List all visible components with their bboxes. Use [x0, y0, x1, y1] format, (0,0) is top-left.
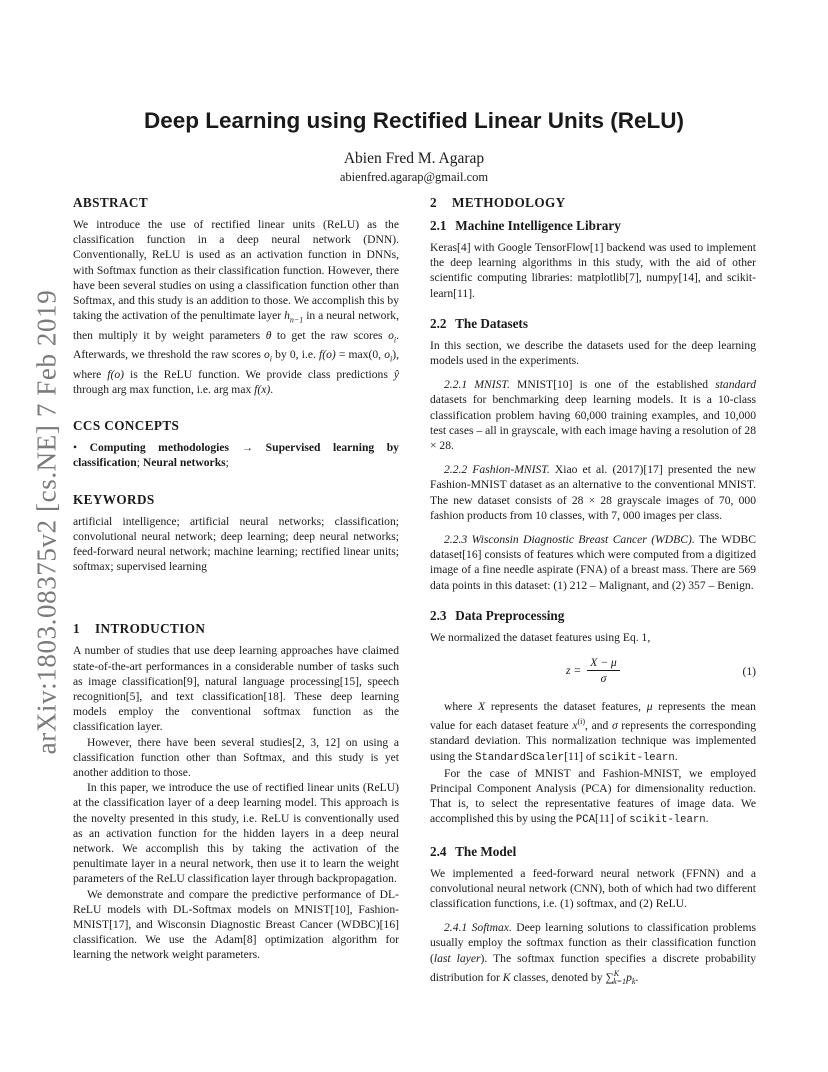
- softmax-paragraph: 2.4.1 Softmax. Deep learning solutions to classification problems usually employ the softmax function as their classification function (last layer). The softmax function specifies a discrete probability distribution for K classes, denoted by $\sum^K_{k=1}p_k$.: [430, 921, 756, 986]
- keywords-heading: KEYWORDS: [73, 491, 155, 507]
- mnist-paragraph: 2.2.1 MNIST. MNIST[10] is one of the established standard datasets for benchmarking deep learning models. It is a 10-class classification problem having 60,000 training examples, and 10,000 test cases – all in grayscale, with each image having a resolution of 28 × 28.: [430, 378, 756, 453]
- ccs-text: • Computing methodologies → Supervised learning by classification; Neural networks;: [73, 441, 399, 470]
- equation-denominator: σ: [600, 672, 607, 686]
- intro-paragraph-1: A number of studies that use deep learning approaches have claimed state-of-the-art performances in a considerable number of tasks such as image classification[9], natural language processing[15], speech recognition[5], and text classification[18]. These deep learning models employ the conventional softmax function as the classification layer.: [73, 644, 399, 734]
- section-2-1-text: Keras[4] with Google TensorFlow[1] backend was used to implement the deep learning algorithms in this study, with the aid of other scientific computing libraries: matplotlib[7], numpy[14], and scikit-learn[11].: [430, 241, 756, 300]
- pca-paragraph: For the case of MNIST and Fashion-MNIST, we employed Principal Component Analysis (PCA) for dimensionality reduction. That is, to select the representative features of image data. We accomplished this by using the PCA[11] of scikit-learn.: [430, 766, 756, 827]
- fashion-mnist-paragraph: 2.2.2 Fashion-MNIST. Xiao et al. (2017)[17] presented the new Fashion-MNIST dataset as an alternative to the conventional MNIST. The new dataset consists of 28 × 28 grayscale images of 70, 000 fashion products from 10 classes, with 7, 000 images per class.: [430, 463, 756, 522]
- intro-paragraph-2: However, there have been several studies[2, 3, 12] on using a classification function other than Softmax, and this study is yet another addition to those.: [73, 735, 399, 780]
- methodology-heading: 2 METHODOLOGY: [430, 195, 566, 210]
- abstract-heading: ABSTRACT: [73, 195, 149, 210]
- section-2-3-intro: We normalized the dataset features using Eq. 1,: [430, 630, 651, 644]
- arxiv-stamp-text: arXiv:1803.08375v2 [cs.NE] 7 Feb 2019: [31, 289, 62, 755]
- arxiv-stamp: [24, 289, 70, 755]
- right-column: [430, 194, 756, 989]
- section-2-1-heading: 2.1 Machine Intelligence Library: [430, 218, 621, 233]
- intro-paragraph-3: In this paper, we introduce the use of rectified linear units (ReLU) at the classification layer of a deep learning model. This approach is the novelty presented in this study, i.e. ReLU is conventionally used as an activation function for the hidden layers in a deep neural network. We accomplish this by taking the activation of the penultimate layer in a neural network, then use it to learn the weight parameters of the ReLU classification layer through backpropagation.: [73, 781, 399, 886]
- left-column: [73, 194, 399, 963]
- intro-paragraph-4: We demonstrate and compare the predictive performance of DL-ReLU models with DL-Softmax models on MNIST[10], Fashion-MNIST[17], and Wisconsin Diagnostic Breast Cancer (WDBC)[16] classification. We use the Adam[8] optimization algorithm for learning the network weight parameters.: [73, 887, 399, 962]
- ccs-heading: CCS CONCEPTS: [73, 418, 180, 434]
- keywords-text: artificial intelligence; artificial neural networks; classification; convolutional neural network; deep learning; deep neural networks; feed-forward neural network; machine learning; rectified linear units; softmax; supervised learning: [73, 514, 399, 574]
- equation-lhs: z =: [566, 664, 582, 678]
- paper-title: Deep Learning using Rectified Linear Units (ReLU): [143, 108, 685, 133]
- introduction-heading: 1 INTRODUCTION: [73, 621, 206, 637]
- author-name: Abien Fred M. Agarap: [343, 150, 485, 167]
- equation-number: (1): [742, 665, 756, 679]
- equation-numerator: X − μ: [587, 655, 620, 671]
- equation-1: [430, 653, 756, 693]
- normalization-paragraph: where X represents the dataset features, μ represents the mean value for each dataset feature $x^{(i)}$, and σ represents the corresponding standard deviation. This normalization technique was implemented using the StandardScaler[11] of scikit-learn.: [430, 700, 757, 764]
- wdbc-paragraph: 2.2.3 Wisconsin Diagnostic Breast Cancer (WDBC). The WDBC dataset[16] consists of features which were computed from a digitized image of a fine needle aspirate (FNA) of a breast mass. There are 569 data points in this dataset: (1) 212 – Malignant, and (2) 357 – Benign.: [430, 533, 757, 592]
- section-2-4-heading: 2.4 The Model: [430, 843, 517, 859]
- section-2-2-heading: 2.2 The Datasets: [430, 315, 528, 331]
- section-2-3-heading: 2.3 Data Preprocessing: [430, 607, 565, 623]
- section-2-2-text: In this section, we describe the datasets used for the deep learning models used in the experiments.: [430, 338, 756, 368]
- section-2-4-text: We implemented a feed-forward neural network (FFNN) and a convolutional neural network (CNN), both of which had two different classification functions, i.e. (1) softmax, and (2) ReLU.: [430, 866, 756, 910]
- abstract-text: We introduce the use of rectified linear units (ReLU) as the classification function in a deep neural network (DNN). Conventionally, ReLU is used as an activation function in DNNs, with Softmax function as their classification function. However, there have been several studies on using a classification function other than Softmax, and this study is an addition to those. We accomplish this by taking the activation of the penultimate layer $h_{n-1}$ in a neural network, then multiply it by weight parameters θ to get the raw scores $o_i$. Afterwards, we threshold the raw scores $o_i$ by 0, i.e. f(o) = max(0, $o_i$), where f(o) is the ReLU function. We provide class predictions ŷ through arg max function, i.e. arg max f(x).: [73, 218, 400, 396]
- author-email: abienfred.agarap@gmail.com: [339, 170, 489, 184]
